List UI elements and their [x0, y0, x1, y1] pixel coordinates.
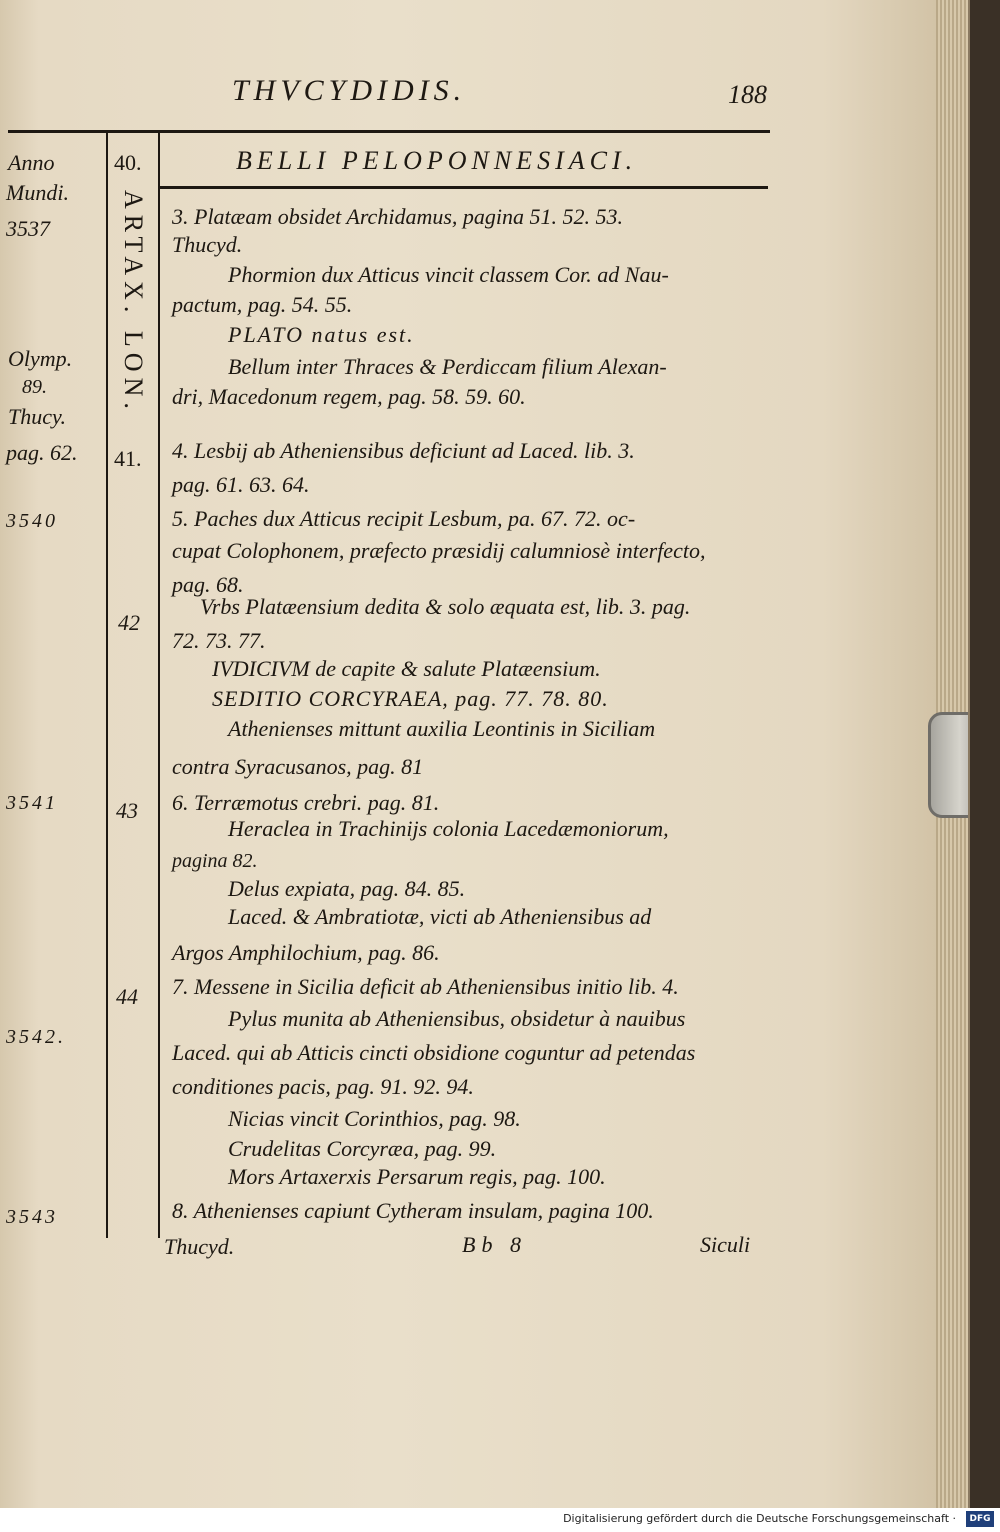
reign-year: 42: [118, 610, 140, 635]
text-line: Mors Artaxerxis Persarum regis, pag. 100.: [228, 1164, 606, 1189]
text-line: 8. Athenienses capiunt Cytheram insulam, pagina 100.: [172, 1198, 654, 1223]
anno-entry: 89.: [22, 376, 47, 398]
signature-mark: Bb 8: [462, 1232, 527, 1257]
page-number: 188: [728, 80, 767, 109]
text-line: 5. Paches dux Atticus recipit Lesbum, pa. 67. 72. oc-: [172, 506, 636, 531]
text-line: Argos Amphilochium, pag. 86.: [172, 940, 440, 965]
anno-entry: Olymp.: [8, 346, 73, 371]
text-line: Pylus munita ab Atheniensibus, obsidetur à nauibus: [228, 1006, 686, 1031]
text-line: pagina 82.: [172, 850, 258, 872]
text-line: pag. 68.: [172, 572, 244, 597]
anno-entry: 3542.: [6, 1026, 66, 1048]
anno-heading-2: Mundi.: [6, 180, 69, 205]
text-line: Delus expiata, pag. 84. 85.: [228, 876, 466, 901]
anno-entry: 3541: [6, 792, 58, 814]
anno-entry: pag. 62.: [6, 440, 78, 465]
text-line: IVDICIVM de capite & salute Platæensium.: [212, 656, 601, 681]
text-line: Athenienses mittunt auxilia Leontinis in Siciliam: [228, 716, 656, 741]
book-clip: [928, 712, 970, 818]
text-line: 3. Platæam obsidet Archidamus, pagina 51. 52. 53.: [172, 204, 623, 229]
text-line: Laced. & Ambratiotæ, victi ab Atheniensibus ad: [228, 904, 652, 929]
text-line: pag. 61. 63. 64.: [172, 472, 310, 497]
text-line: Laced. qui ab Atticis cincti obsidione coguntur ad petendas: [172, 1040, 696, 1065]
text-line: PLATO natus est.: [228, 322, 415, 347]
text-line: Bellum inter Thraces & Perdiccam filium Alexan-: [228, 354, 667, 379]
catchword-left: Thucyd.: [164, 1234, 235, 1259]
catchword-right: Siculi: [700, 1232, 751, 1257]
dfg-logo: DFG: [966, 1511, 994, 1527]
footer-bar: [0, 1508, 1000, 1532]
text-line: Phormion dux Atticus vincit classem Cor. ad Nau-: [228, 262, 669, 287]
column-rule-left: [106, 133, 108, 1238]
text-line: pactum, pag. 54. 55.: [172, 292, 353, 317]
text-line: 72. 73. 77.: [172, 628, 266, 653]
text-line: cupat Colophonem, præfecto præsidij calumniosè interfecto,: [172, 538, 706, 563]
reign-year: 41.: [114, 446, 142, 471]
text-line: 6. Terræmotus crebri. pag. 81.: [172, 790, 440, 815]
text-line: Thucyd.: [172, 232, 243, 257]
reign-year: 40.: [114, 150, 142, 175]
column-rule-middle: [158, 133, 160, 1238]
text-line: Vrbs Platæensium dedita & solo æquata est, lib. 3. pag.: [200, 594, 691, 619]
text-line: contra Syracusanos, pag. 81: [172, 754, 424, 779]
text-line: 7. Messene in Sicilia deficit ab Atheniensibus initio lib. 4.: [172, 974, 679, 999]
anno-heading-1: Anno: [8, 150, 55, 175]
reign-year: 43: [116, 798, 138, 823]
footer-credit: Digitalisierung gefördert durch die Deutsche Forschungsgemeinschaft ·: [563, 1512, 956, 1525]
anno-entry: 3543: [6, 1206, 58, 1228]
section-rule: [160, 186, 768, 189]
running-title: THVCYDIDIS.: [232, 74, 467, 107]
text-line: Heraclea in Trachinijs colonia Lacedæmoniorum,: [228, 816, 669, 841]
reign-vertical-label: ARTAX. LON.: [119, 190, 148, 415]
anno-entry: 3537: [6, 216, 50, 241]
anno-entry: 3540: [6, 510, 58, 532]
text-line: dri, Macedonum regem, pag. 58. 59. 60.: [172, 384, 526, 409]
anno-entry: Thucy.: [8, 404, 67, 429]
text-line: 4. Lesbij ab Atheniensibus deficiunt ad Laced. lib. 3.: [172, 438, 635, 463]
top-rule: [8, 130, 770, 133]
text-line: conditiones pacis, pag. 91. 92. 94.: [172, 1074, 474, 1099]
text-line: SEDITIO CORCYRAEA, pag. 77. 78. 80.: [212, 686, 609, 711]
section-title: BELLI PELOPONNESIACI.: [236, 146, 638, 175]
text-line: Nicias vincit Corinthios, pag. 98.: [228, 1106, 521, 1131]
reign-year: 44: [116, 984, 138, 1009]
text-line: Crudelitas Corcyræa, pag. 99.: [228, 1136, 497, 1161]
